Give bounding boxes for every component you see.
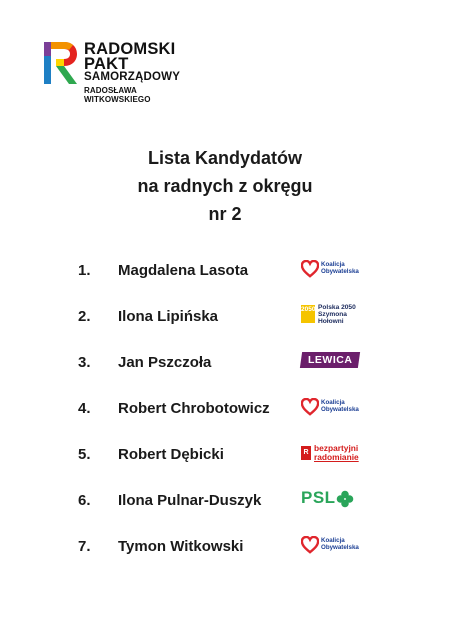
party-logo-lewica	[300, 350, 380, 378]
candidate-name: Ilona Pulnar-Duszyk	[118, 492, 262, 509]
party-text-line-1: Koalicja	[321, 537, 345, 544]
bezpartyjni-mark-icon: R	[301, 446, 311, 460]
polska-2050-mark-icon: 2050	[301, 305, 315, 323]
logo	[44, 42, 244, 108]
page-title	[0, 144, 450, 228]
candidate-name: Ilona Lipińska	[118, 308, 219, 325]
candidate-number: 2.	[78, 308, 91, 325]
party-logo-koalicja-obywatelska	[300, 396, 380, 424]
party-logo-polska-2050	[300, 304, 380, 332]
candidate-number: 7.	[78, 538, 91, 555]
party-text-line-3: Hołowni	[318, 318, 344, 325]
logo-line-1: RADOMSKI	[84, 40, 176, 58]
heart-icon	[301, 260, 319, 278]
heart-icon	[301, 536, 319, 554]
logo-line-3: SAMORZĄDOWY	[84, 71, 181, 83]
logo-line-4: RADOSŁAWA	[84, 86, 137, 95]
logo-line-2: PAKT	[84, 54, 129, 73]
party-text-line-2: Obywatelska	[321, 543, 359, 551]
party-text-line-2: Obywatelska	[321, 267, 359, 275]
candidate-name: Robert Dębicki	[118, 446, 224, 463]
party-logo-koalicja-obywatelska	[300, 534, 380, 562]
candidate-row	[0, 488, 450, 518]
party-text-line-1: Polska 2050	[318, 304, 356, 311]
party-text-line-1: PSL	[301, 488, 336, 507]
party-logo-bezpartyjni-radomianie	[300, 442, 380, 470]
party-text-line-2: Szymona	[318, 311, 347, 318]
title-line-2: na radnych z okręgu	[137, 176, 313, 196]
candidate-row	[0, 442, 450, 472]
candidate-name: Jan Pszczoła	[118, 354, 212, 371]
party-logo-koalicja-obywatelska	[300, 258, 380, 286]
party-text-line-1: bezpartyjni	[314, 443, 359, 453]
heart-icon	[301, 398, 319, 416]
party-logo-psl	[300, 488, 380, 516]
party-text-line-1: Koalicja	[321, 261, 345, 268]
title-line-3: nr 2	[208, 204, 242, 224]
title-line-1: Lista Kandydatów	[147, 148, 303, 168]
candidate-number: 6.	[78, 492, 91, 509]
candidate-name: Magdalena Lasota	[118, 262, 249, 279]
clover-icon	[336, 490, 354, 508]
radomski-pakt-r-logo-icon	[44, 42, 78, 84]
candidate-row	[0, 304, 450, 334]
candidate-number: 4.	[78, 400, 91, 417]
logo-line-5: WITKOWSKIEGO	[84, 95, 151, 104]
candidate-row	[0, 350, 450, 380]
candidate-name: Robert Chrobotowicz	[118, 400, 270, 417]
candidate-row	[0, 534, 450, 564]
party-text-line-1: Koalicja	[321, 399, 345, 406]
party-text-line-2: Obywatelska	[321, 405, 359, 413]
candidate-number: 3.	[78, 354, 91, 371]
party-text-line-2: radomianie	[314, 452, 359, 462]
candidate-number: 5.	[78, 446, 91, 463]
logo-wordmark	[84, 42, 180, 104]
candidate-name: Tymon Witkowski	[118, 538, 244, 555]
party-text-line-1: LEWICA	[307, 354, 353, 366]
candidate-row	[0, 258, 450, 288]
candidate-row	[0, 396, 450, 426]
candidate-number: 1.	[78, 262, 91, 279]
